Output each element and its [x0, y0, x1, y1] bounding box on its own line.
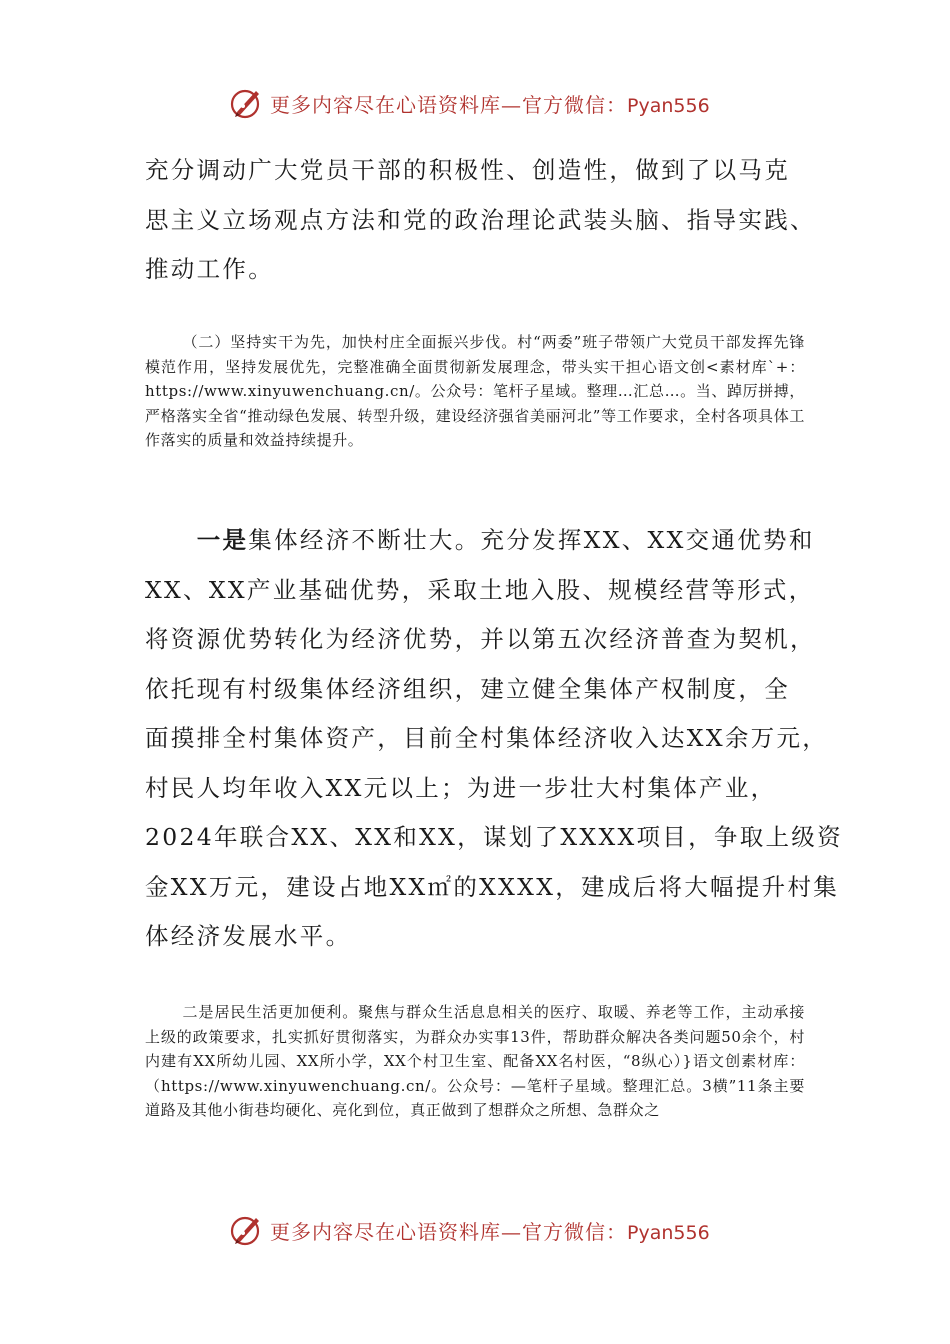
paragraph-section-two: （二）坚持实干为先，加快村庄全面振兴步伐。村“两委”班子带领广大党员干部发挥先锋模范作用，坚持发展优先，完整准确全面贯彻新发展理念，带头实干担心语文创<素材库`+：https://www.xinyuwenchuang.cn/。公众号：笔杆子星域。整理…汇总…。当、踔厉拼搏，严格落实全省“推动绿色发展、转型升级，建设经济强省美丽河北”等工作要求，全村各项具体工作落实的质量和效益持续提升。 — [145, 333, 805, 450]
text-line: 体经济发展水平。 — [145, 922, 352, 950]
text-line: 依托现有村级集体经济组织，建立健全集体产权制度，全 — [145, 674, 790, 703]
banner-label: 更多内容尽在心语资料库—官方微信： — [270, 1219, 627, 1244]
wechat-id: Pyan556 — [627, 94, 710, 117]
text-line: 金XX万元，建设占地XX㎡的XXXX，建成后将大幅提升村集 — [145, 872, 840, 901]
wechat-id: Pyan556 — [627, 1221, 710, 1244]
banner-text — [270, 89, 710, 118]
paragraph-intro — [145, 146, 815, 295]
text-line: 村民人均年收入XX元以上；为进一步壮大村集体产业， — [145, 773, 777, 802]
text-line — [145, 516, 815, 566]
text-line: 2024年联合XX、XX和XX，谋划了XXXX项目，争取上级资 — [145, 823, 843, 851]
pen-in-circle-icon — [228, 85, 264, 121]
paragraph-residents-life: 二是居民生活更加便利。聚焦与群众生活息息相关的医疗、取暖、养老等工作，主动承接上级的政策要求，扎实抓好贯彻落实，为群众办实事13件，帮助群众解决各类问题50余个，村内建有XX所幼儿园、XX所小学，XX个村卫生室、配备XX名村医，“8纵心）}语文创素材库：（https://www.xinyuwenchuang.cn/。公众号：—笔杆子星域。整理汇总。3横”11条主要道路及其他小街巷均硬化、亮化到位，真正做到了想群众之所想、急群众之 — [145, 1003, 805, 1120]
text-segment: 集体经济不断壮大。充分发挥XX、XX交通优势和 — [248, 526, 815, 554]
banner-label: 更多内容尽在心语资料库—官方微信： — [270, 92, 627, 117]
text-line: 充分调动广大党员干部的积极性、创造性，做到了以马克 — [145, 156, 790, 184]
text-line: 推动工作。 — [145, 255, 274, 283]
text-line: 面摸排全村集体资产，目前全村集体经济收入达XX余万元， — [145, 724, 829, 752]
pen-in-circle-icon — [228, 1212, 264, 1248]
lead-phrase: 一是 — [196, 526, 249, 554]
header-banner — [228, 83, 748, 123]
text-line: 将资源优势转化为经济优势，并以第五次经济普查为契机， — [145, 625, 816, 653]
text-line: 思主义立场观点方法和党的政治理论武装头脑、指导实践、 — [145, 205, 816, 234]
footer-banner — [228, 1210, 748, 1250]
text-line: XX、XX产业基础优势，采取土地入股、规模经营等形式， — [145, 575, 815, 604]
paragraph-collective-economy — [145, 516, 843, 962]
banner-text — [270, 1216, 710, 1245]
